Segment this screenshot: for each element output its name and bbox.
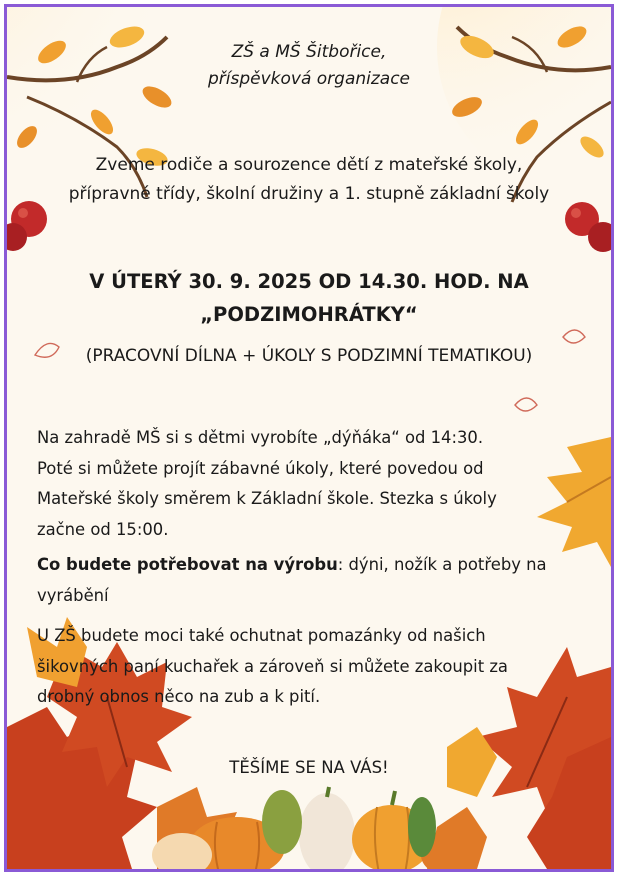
poster-page [4,4,614,872]
gourd-icon [262,790,302,854]
falling-leaves [35,330,585,411]
requirements-paragraph [37,550,597,611]
invitation-line-1: Zveme rodiče a sourozence dětí z mateřské školy, [95,155,523,175]
leaf-outline-icon [515,398,537,411]
refreshments-paragraph [37,621,597,713]
paragraph-line: šikovných paní kuchařek a zároveň si můžete zakoupit za [37,656,508,676]
paragraph-line: vyrábění [37,585,109,605]
invitation-text [7,151,611,209]
pumpkin-icon [299,793,355,869]
program-paragraph [37,423,597,545]
invitation-line-2: přípravné třídy, školní družiny a 1. stupně základní školy [68,184,550,204]
paragraph-line: začne od 15:00. [37,519,169,539]
headline-line-2: „PODZIMOHRÁTKY“ [200,303,418,326]
organization-name [7,39,611,93]
requirements-label: Co budete potřebovat na výrobu [37,555,338,574]
organization-line-2: příspěvková organizace [207,69,411,89]
paragraph-line: U ZŠ budete moci také ochutnat pomazánky od našich [37,626,486,645]
paragraph-line [37,550,597,581]
gourd-icon [408,797,436,857]
headline-line-1: V ÚTERÝ 30. 9. 2025 OD 14.30. HOD. NA [89,270,529,293]
paragraph-line: drobný obnos něco na zub a k pití. [37,687,321,706]
closing-text: TĚŠÍME SE NA VÁS! [229,758,389,777]
event-headline [7,265,611,331]
leaf-outline-icon [563,330,585,343]
requirements-list: : dýni, nožík a potřeby na [337,555,547,574]
event-subtitle: (PRACOVNÍ DÍLNA + ÚKOLY S PODZIMNÍ TEMATIKOU) [85,346,533,366]
paragraph-line: Na zahradě MŠ si s dětmi vyrobíte „dýňáka“ od 14:30. [37,428,484,447]
paragraph-line: Poté si můžete projít zábavné úkoly, které povedou od [37,458,484,478]
paragraph-line: Mateřské školy směrem k Základní škole. Stezka s úkoly [37,489,497,508]
organization-line-1: ZŠ a MŠ Šitbořice, [231,42,387,62]
